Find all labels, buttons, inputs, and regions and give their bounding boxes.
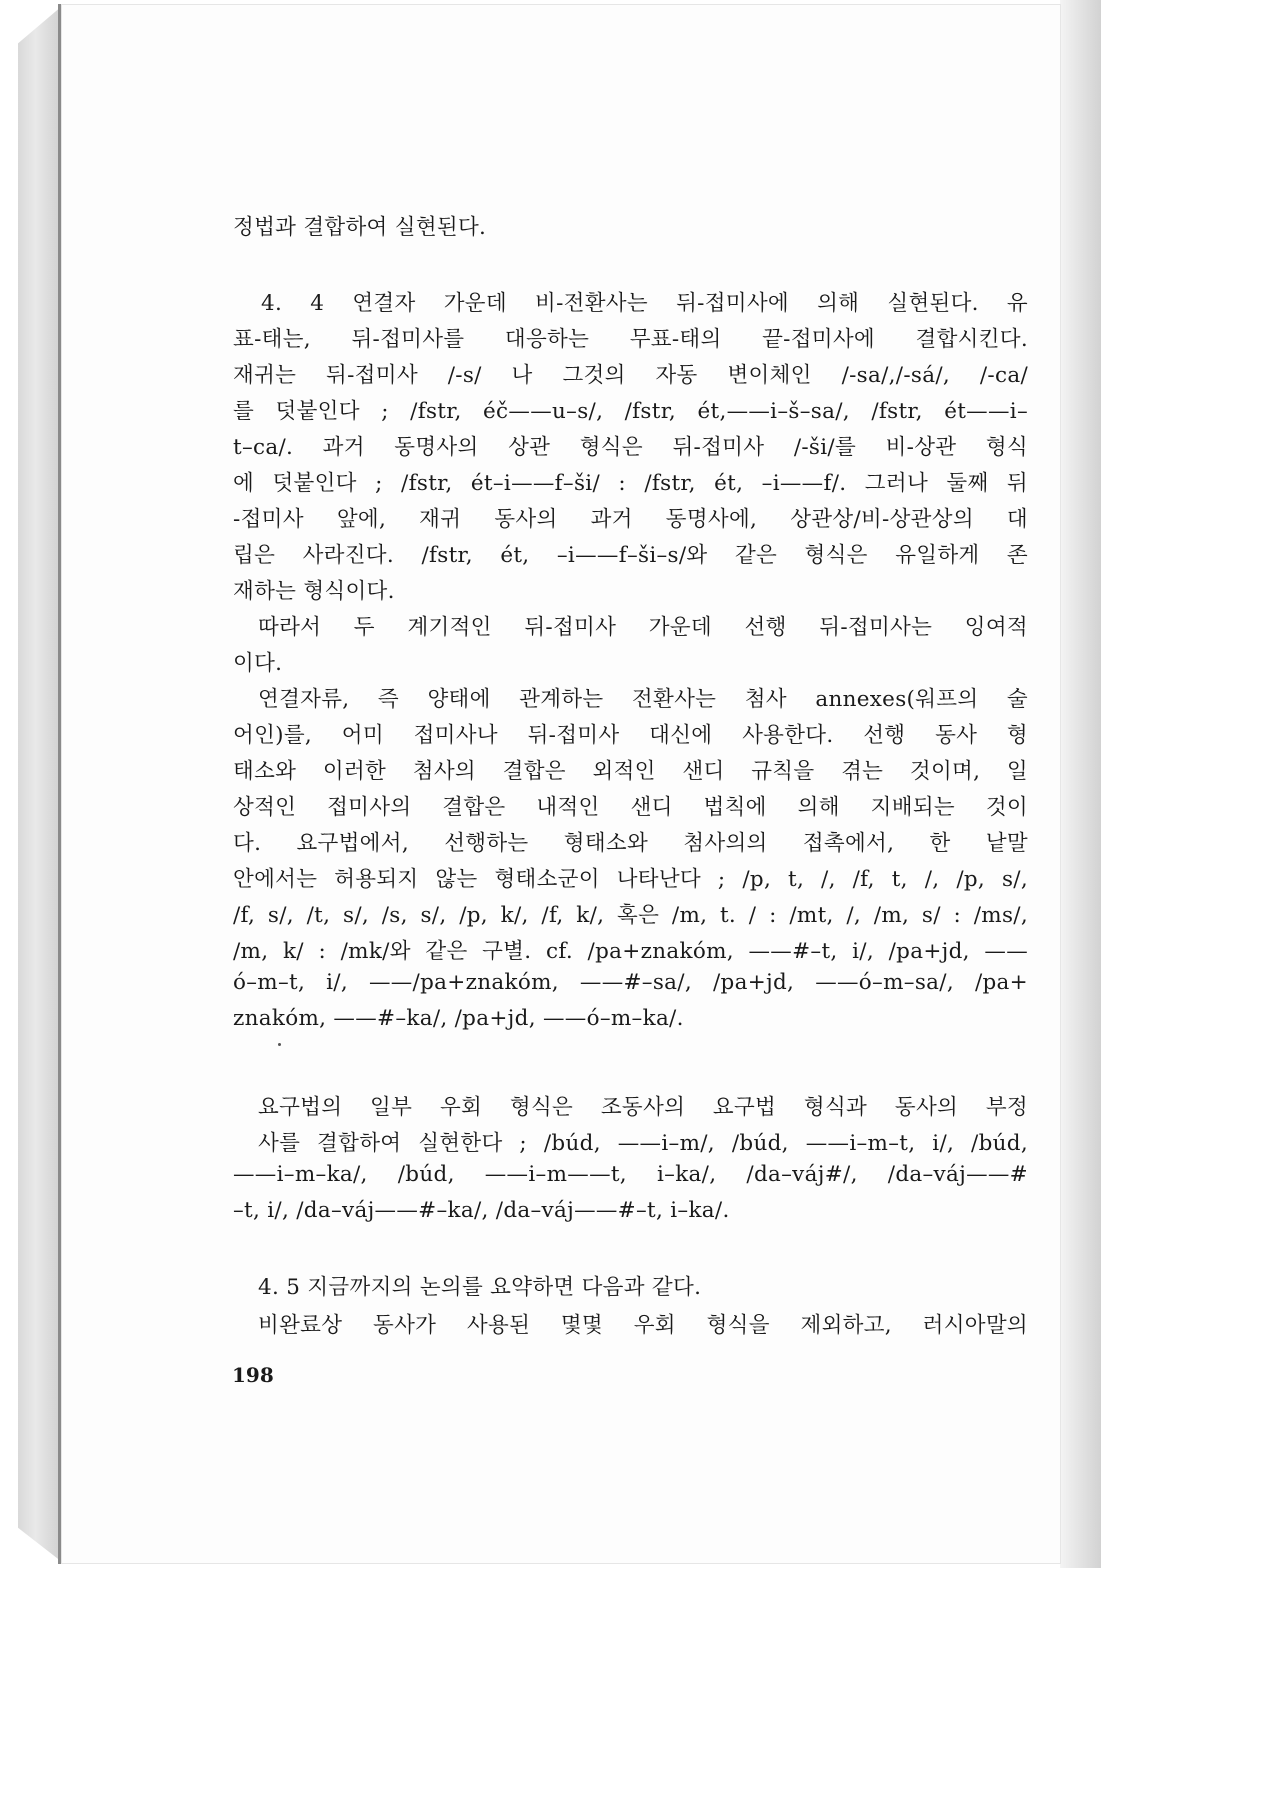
section-heading-4-4: 4. 4 연결자 가운데 비-전환사는 뒤-접미사에 의해 실현된다. 유 — [261, 291, 1028, 316]
text-line: 안에서는 허용되지 않는 형태소군이 나타난다 ; /p, t, /, /f, t, /, /p, s/, — [233, 867, 1028, 892]
text-line: 립은 사라진다. /fstr, ét, –i——f–ši–s/와 같은 형식은 유일하게 존 — [233, 543, 1028, 568]
text-line: 표-태는, 뒤-접미사를 대응하는 무표-태의 끝-접미사에 결합시킨다. — [233, 327, 1028, 352]
text-line: –t, i/, /da–váj——#–ka/, /da–váj——#–t, i–ka/. — [233, 1198, 730, 1223]
text-line: 어인)를, 어미 접미사나 뒤-접미사 대신에 사용한다. 선행 동사 형 — [233, 723, 1028, 748]
text-line: -접미사 앞에, 재귀 동사의 과거 동명사에, 상관상/비-상관상의 대 — [233, 507, 1028, 532]
text-line: znakóm, ——#–ka/, /pa+jd, ——ó–m–ka/. — [233, 1006, 684, 1031]
page-number: 198 — [232, 1363, 274, 1387]
text-line: 이다. — [233, 651, 283, 676]
text-line: 재귀는 뒤-접미사 /-s/ 나 그것의 자동 변이체인 /-sa/,/-sá/, /-ca/ — [233, 363, 1028, 388]
text-line: 연결자류, 즉 양태에 관계하는 전환사는 첨사 annexes(워프의 술 — [258, 687, 1028, 712]
page-edge-shadow — [1060, 0, 1101, 1568]
text-line: ó–m–t, i/, ——/pa+znakóm, ——#–sa/, /pa+jd, ——ó–m–sa/, /pa+ — [233, 970, 1028, 995]
text-line: t–ca/. 과거 동명사의 상관 형식은 뒤-접미사 /-ši/를 비-상관 형식 — [233, 435, 1028, 460]
book-spine — [18, 6, 62, 1562]
text-line: 를 덧붙인다 ; /fstr, éč——u–s/, /fstr, ét,——i–š–sa/, /fstr, ét——i– — [233, 399, 1028, 424]
text-line: 요구법의 일부 우회 형식은 조동사의 요구법 형식과 동사의 부정 — [258, 1095, 1028, 1120]
text-line: 사를 결합하여 실현한다 ; /búd, ——i–m/, /búd, ——i–m–t, i/, /búd, — [258, 1131, 1028, 1156]
book-spine-edge — [58, 4, 61, 1564]
text-line: /m, k/ : /mk/와 같은 구별. cf. /pa+znakóm, ——#–t, i/, /pa+jd, —— — [233, 939, 1028, 964]
text-line: 에 덧붙인다 ; /fstr, ét–i——f–ši/ : /fstr, ét, –i——f/. 그러나 둘째 뒤 — [233, 471, 1028, 496]
text-line: ——i–m–ka/, /búd, ——i–m——t, i–ka/, /da–váj#/, /da–váj——# — [233, 1162, 1028, 1187]
speck — [278, 1043, 281, 1046]
text-line: 비완료상 동사가 사용된 몇몇 우회 형식을 제외하고, 러시아말의 — [258, 1313, 1028, 1338]
text-line: 상적인 접미사의 결합은 내적인 샌디 법칙에 의해 지배되는 것이 — [233, 795, 1028, 820]
text-line: /f, s/, /t, s/, /s, s/, /p, k/, /f, k/, 혹은 /m, t. / : /mt, /, /m, s/ : /ms/, — [233, 903, 1028, 928]
text-line: 다. 요구법에서, 선행하는 형태소와 첨사의의 접촉에서, 한 낱말 — [233, 831, 1028, 856]
section-heading-4-5: 4. 5 지금까지의 논의를 요약하면 다음과 같다. — [258, 1275, 702, 1300]
text-line: 정법과 결합하여 실현된다. — [233, 215, 487, 240]
text-line: 재하는 형식이다. — [233, 579, 395, 604]
text-line: 태소와 이러한 첨사의 결합은 외적인 샌디 규칙을 겪는 것이며, 일 — [233, 759, 1028, 784]
text-line: 따라서 두 계기적인 뒤-접미사 가운데 선행 뒤-접미사는 잉여적 — [258, 615, 1028, 640]
